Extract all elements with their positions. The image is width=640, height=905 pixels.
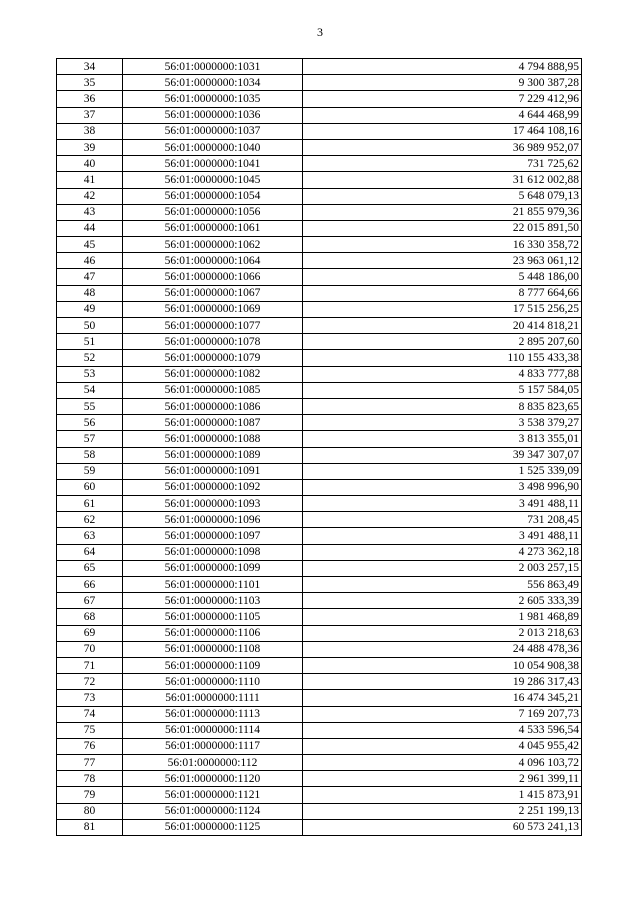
cadastral-number-cell: 56:01:0000000:1096 [123,512,303,528]
cadastral-number-cell: 56:01:0000000:1114 [123,722,303,738]
cadastral-number-cell: 56:01:0000000:1085 [123,382,303,398]
cadastral-number-cell: 56:01:0000000:1082 [123,366,303,382]
row-number-cell: 48 [57,285,123,301]
row-number-cell: 54 [57,382,123,398]
row-number-cell: 44 [57,220,123,236]
table-body [57,59,582,836]
cadastral-value-cell: 5 157 584,05 [303,382,582,398]
row-number-cell: 76 [57,738,123,754]
cadastral-value-cell: 21 855 979,36 [303,204,582,220]
cadastral-number-cell: 56:01:0000000:1077 [123,318,303,334]
table-row [57,75,582,91]
row-number-cell: 70 [57,641,123,657]
cadastral-number-cell: 56:01:0000000:1064 [123,253,303,269]
cadastral-value-cell: 3 538 379,27 [303,415,582,431]
cadastral-number-cell: 56:01:0000000:1062 [123,237,303,253]
cadastral-value-cell: 2 013 218,63 [303,625,582,641]
table-row [57,59,582,75]
cadastral-number-cell: 56:01:0000000:1124 [123,803,303,819]
cadastral-value-cell: 19 286 317,43 [303,674,582,690]
table-row [57,577,582,593]
row-number-cell: 42 [57,188,123,204]
table-row [57,156,582,172]
table-row [57,609,582,625]
table-row [57,382,582,398]
cadastral-value-cell: 31 612 002,88 [303,172,582,188]
cadastral-number-cell: 56:01:0000000:1056 [123,204,303,220]
table-row [57,253,582,269]
cadastral-number-cell: 56:01:0000000:1098 [123,544,303,560]
cadastral-value-cell: 2 003 257,15 [303,560,582,576]
row-number-cell: 57 [57,431,123,447]
cadastral-value-cell: 60 573 241,13 [303,819,582,835]
cadastral-value-cell: 23 963 061,12 [303,253,582,269]
row-number-cell: 63 [57,528,123,544]
table-row [57,431,582,447]
row-number-cell: 50 [57,318,123,334]
table-row [57,285,582,301]
table-row [57,755,582,771]
page-number: 3 [317,25,323,39]
cadastral-number-cell: 56:01:0000000:1111 [123,690,303,706]
table-row [57,334,582,350]
table-row [57,560,582,576]
cadastral-value-cell: 9 300 387,28 [303,75,582,91]
row-number-cell: 75 [57,722,123,738]
cadastral-number-cell: 56:01:0000000:1099 [123,560,303,576]
cadastral-number-cell: 56:01:0000000:1105 [123,609,303,625]
cadastral-value-cell: 17 464 108,16 [303,123,582,139]
cadastral-number-cell: 56:01:0000000:1078 [123,334,303,350]
row-number-cell: 41 [57,172,123,188]
cadastral-value-cell: 3 498 996,90 [303,479,582,495]
cadastral-number-cell: 56:01:0000000:1086 [123,398,303,414]
cadastral-value-cell: 36 989 952,07 [303,139,582,155]
cadastral-value-cell: 10 054 908,38 [303,657,582,673]
table-row [57,706,582,722]
cadastral-number-cell: 56:01:0000000:112 [123,755,303,771]
row-number-cell: 39 [57,139,123,155]
cadastral-number-cell: 56:01:0000000:1040 [123,139,303,155]
cadastral-value-cell: 4 045 955,42 [303,738,582,754]
table-row [57,722,582,738]
cadastral-number-cell: 56:01:0000000:1120 [123,771,303,787]
row-number-cell: 35 [57,75,123,91]
row-number-cell: 71 [57,657,123,673]
cadastral-value-cell: 2 251 199,13 [303,803,582,819]
cadastral-number-cell: 56:01:0000000:1092 [123,479,303,495]
cadastral-value-cell: 39 347 307,07 [303,447,582,463]
table-row [57,447,582,463]
cadastral-number-cell: 56:01:0000000:1117 [123,738,303,754]
cadastral-value-cell: 5 448 186,00 [303,269,582,285]
cadastral-number-cell: 56:01:0000000:1110 [123,674,303,690]
cadastral-value-cell: 4 096 103,72 [303,755,582,771]
cadastral-number-cell: 56:01:0000000:1121 [123,787,303,803]
cadastral-value-cell: 2 895 207,60 [303,334,582,350]
cadastral-value-cell: 556 863,49 [303,577,582,593]
row-number-cell: 49 [57,301,123,317]
table-row [57,301,582,317]
cadastral-number-cell: 56:01:0000000:1089 [123,447,303,463]
row-number-cell: 69 [57,625,123,641]
cadastral-value-cell: 3 491 488,11 [303,496,582,512]
table-row [57,188,582,204]
cadastral-value-cell: 4 794 888,95 [303,59,582,75]
table-row [57,803,582,819]
cadastral-value-cell: 7 169 207,73 [303,706,582,722]
table-row [57,463,582,479]
cadastral-number-cell: 56:01:0000000:1079 [123,350,303,366]
cadastral-number-cell: 56:01:0000000:1106 [123,625,303,641]
row-number-cell: 66 [57,577,123,593]
row-number-cell: 61 [57,496,123,512]
row-number-cell: 56 [57,415,123,431]
cadastral-value-cell: 17 515 256,25 [303,301,582,317]
cadastral-number-cell: 56:01:0000000:1045 [123,172,303,188]
cadastral-number-cell: 56:01:0000000:1069 [123,301,303,317]
cadastral-number-cell: 56:01:0000000:1108 [123,641,303,657]
cadastral-number-cell: 56:01:0000000:1066 [123,269,303,285]
table-row [57,819,582,835]
cadastral-number-cell: 56:01:0000000:1125 [123,819,303,835]
table-row [57,318,582,334]
row-number-cell: 68 [57,609,123,625]
row-number-cell: 52 [57,350,123,366]
cadastral-value-cell: 20 414 818,21 [303,318,582,334]
table-row [57,415,582,431]
row-number-cell: 36 [57,91,123,107]
row-number-cell: 34 [57,59,123,75]
cadastral-number-cell: 56:01:0000000:1097 [123,528,303,544]
row-number-cell: 51 [57,334,123,350]
row-number-cell: 53 [57,366,123,382]
table-row [57,641,582,657]
row-number-cell: 62 [57,512,123,528]
table-row [57,139,582,155]
row-number-cell: 38 [57,123,123,139]
cadastral-value-cell: 8 777 664,66 [303,285,582,301]
cadastral-number-cell: 56:01:0000000:1088 [123,431,303,447]
row-number-cell: 59 [57,463,123,479]
table-row [57,237,582,253]
cadastral-number-cell: 56:01:0000000:1034 [123,75,303,91]
cadastral-number-cell: 56:01:0000000:1037 [123,123,303,139]
table-row [57,690,582,706]
row-number-cell: 80 [57,803,123,819]
cadastral-number-cell: 56:01:0000000:1103 [123,593,303,609]
table-row [57,204,582,220]
row-number-cell: 55 [57,398,123,414]
table-row [57,771,582,787]
row-number-cell: 78 [57,771,123,787]
cadastral-value-cell: 3 491 488,11 [303,528,582,544]
cadastral-value-cell: 4 533 596,54 [303,722,582,738]
row-number-cell: 47 [57,269,123,285]
cadastral-value-cell: 4 833 777,88 [303,366,582,382]
table-row [57,479,582,495]
table-row [57,593,582,609]
table-row [57,107,582,123]
table-row [57,674,582,690]
row-number-cell: 37 [57,107,123,123]
cadastral-value-cell: 16 330 358,72 [303,237,582,253]
cadastral-value-cell: 22 015 891,50 [303,220,582,236]
cadastral-value-table [56,58,582,836]
table-row [57,91,582,107]
cadastral-value-cell: 16 474 345,21 [303,690,582,706]
row-number-cell: 72 [57,674,123,690]
table-row [57,625,582,641]
row-number-cell: 58 [57,447,123,463]
cadastral-value-cell: 7 229 412,96 [303,91,582,107]
cadastral-number-cell: 56:01:0000000:1093 [123,496,303,512]
row-number-cell: 74 [57,706,123,722]
table-row [57,496,582,512]
table-row [57,787,582,803]
cadastral-number-cell: 56:01:0000000:1031 [123,59,303,75]
cadastral-value-cell: 4 273 362,18 [303,544,582,560]
cadastral-value-cell: 1 981 468,89 [303,609,582,625]
table-row [57,398,582,414]
row-number-cell: 67 [57,593,123,609]
cadastral-number-cell: 56:01:0000000:1113 [123,706,303,722]
cadastral-value-cell: 1 525 339,09 [303,463,582,479]
row-number-cell: 45 [57,237,123,253]
row-number-cell: 43 [57,204,123,220]
cadastral-number-cell: 56:01:0000000:1036 [123,107,303,123]
cadastral-value-cell: 3 813 355,01 [303,431,582,447]
table-row [57,123,582,139]
cadastral-number-cell: 56:01:0000000:1067 [123,285,303,301]
row-number-cell: 65 [57,560,123,576]
cadastral-number-cell: 56:01:0000000:1035 [123,91,303,107]
row-number-cell: 46 [57,253,123,269]
cadastral-value-cell: 1 415 873,91 [303,787,582,803]
cadastral-value-cell: 24 488 478,36 [303,641,582,657]
cadastral-value-cell: 110 155 433,38 [303,350,582,366]
row-number-cell: 73 [57,690,123,706]
cadastral-value-cell: 5 648 079,13 [303,188,582,204]
cadastral-number-cell: 56:01:0000000:1041 [123,156,303,172]
table-row [57,269,582,285]
row-number-cell: 79 [57,787,123,803]
table-row [57,657,582,673]
table-row [57,544,582,560]
cadastral-number-cell: 56:01:0000000:1101 [123,577,303,593]
table-row [57,738,582,754]
cadastral-number-cell: 56:01:0000000:1109 [123,657,303,673]
cadastral-number-cell: 56:01:0000000:1087 [123,415,303,431]
table-row [57,528,582,544]
row-number-cell: 60 [57,479,123,495]
table-row [57,350,582,366]
table-row [57,366,582,382]
cadastral-value-cell: 8 835 823,65 [303,398,582,414]
cadastral-number-cell: 56:01:0000000:1061 [123,220,303,236]
cadastral-value-cell: 4 644 468,99 [303,107,582,123]
cadastral-value-cell: 2 961 399,11 [303,771,582,787]
cadastral-value-cell: 731 725,62 [303,156,582,172]
cadastral-value-cell: 731 208,45 [303,512,582,528]
row-number-cell: 64 [57,544,123,560]
table-row [57,512,582,528]
row-number-cell: 40 [57,156,123,172]
row-number-cell: 77 [57,755,123,771]
table-row [57,220,582,236]
cadastral-number-cell: 56:01:0000000:1054 [123,188,303,204]
row-number-cell: 81 [57,819,123,835]
table-row [57,172,582,188]
cadastral-number-cell: 56:01:0000000:1091 [123,463,303,479]
cadastral-value-cell: 2 605 333,39 [303,593,582,609]
